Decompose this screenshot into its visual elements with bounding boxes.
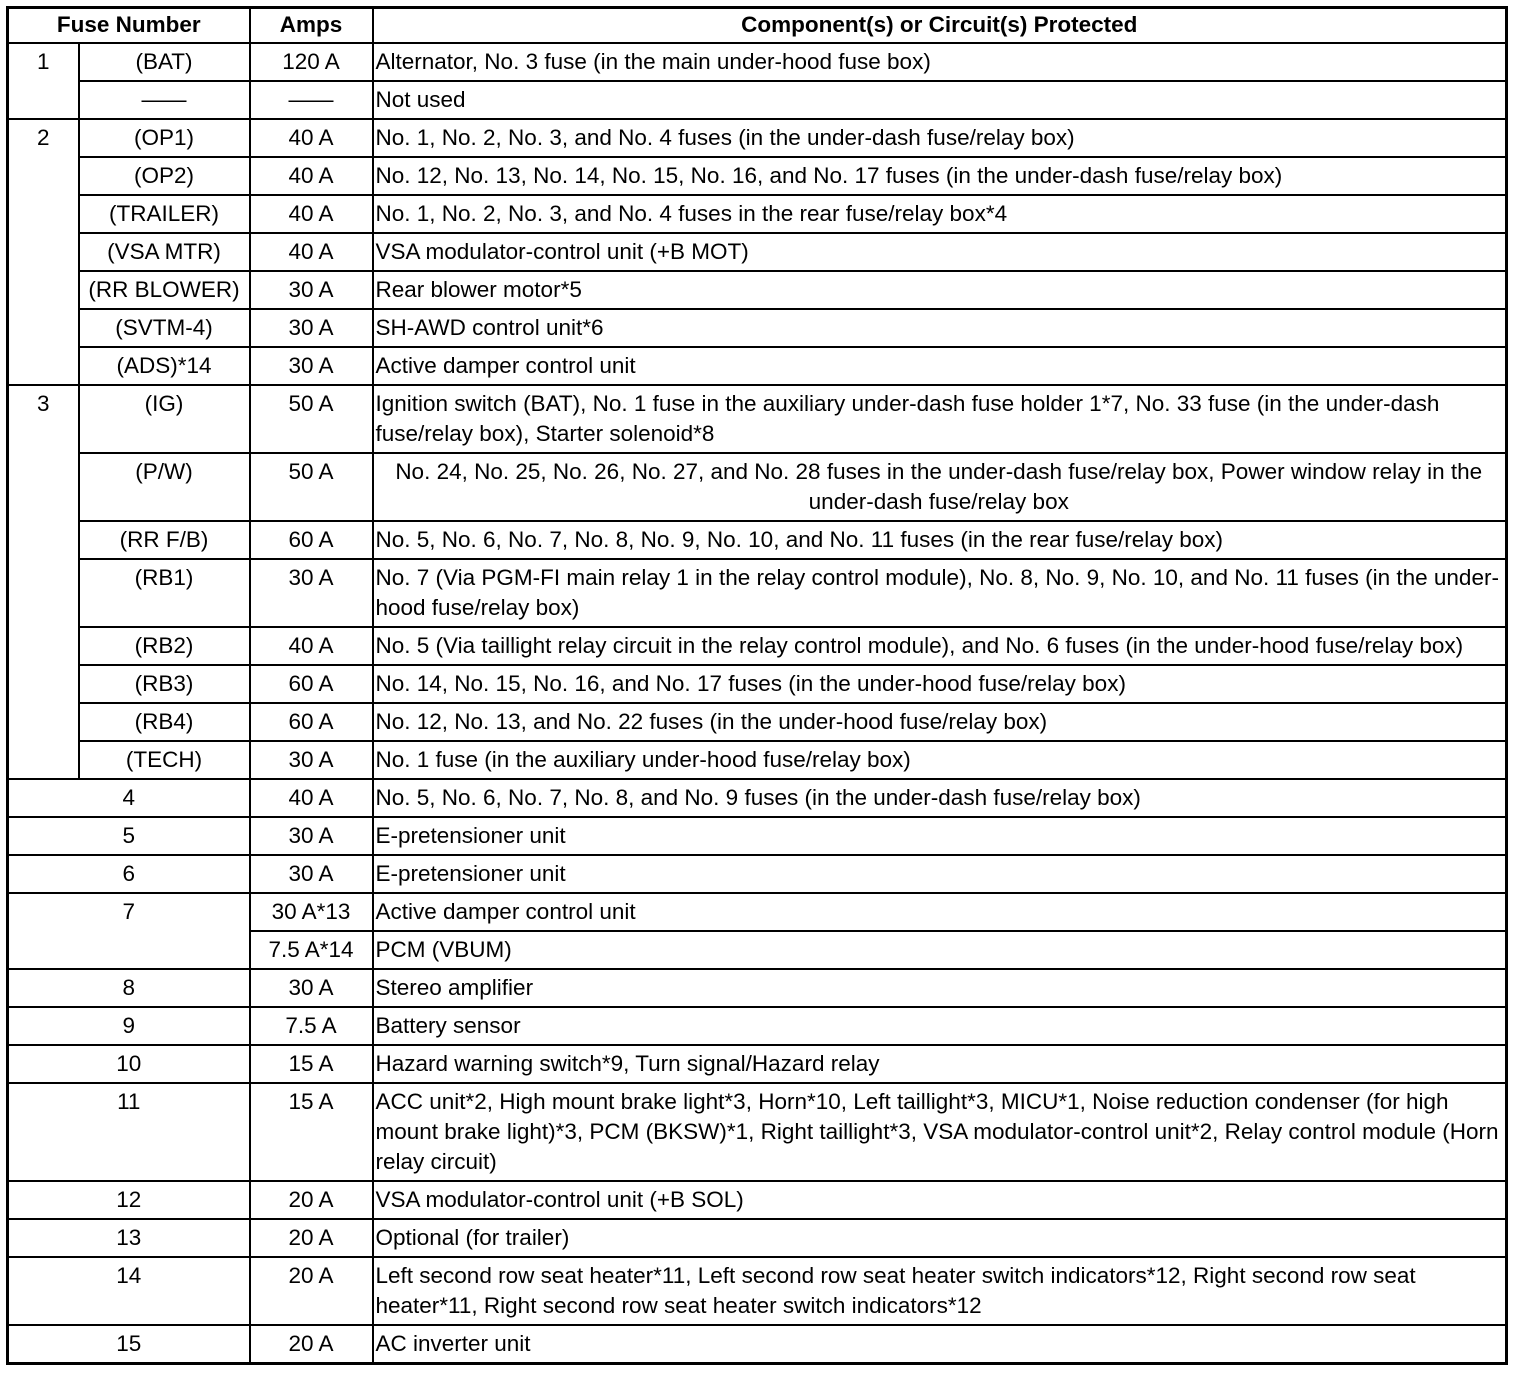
table-row	[8, 1083, 1507, 1181]
table-row	[8, 195, 1507, 233]
amps: 60 A	[250, 665, 373, 703]
sub-fuse: (TECH)	[79, 741, 250, 779]
amps: 20 A	[250, 1181, 373, 1219]
fuse-number: 10	[8, 1045, 250, 1083]
sub-fuse: (P/W)	[79, 453, 250, 521]
fuse-number: 2	[8, 119, 79, 385]
table-row	[8, 347, 1507, 385]
table-row	[8, 893, 1507, 931]
fuse-number: 12	[8, 1181, 250, 1219]
amps: 60 A	[250, 521, 373, 559]
table-row	[8, 559, 1507, 627]
amps: 50 A	[250, 453, 373, 521]
table-row	[8, 1257, 1507, 1325]
fuse-number: 7	[8, 893, 250, 969]
sub-fuse: (OP2)	[79, 157, 250, 195]
amps: 30 A	[250, 741, 373, 779]
components: No. 1 fuse (in the auxiliary under-hood fuse/relay box)	[373, 741, 1507, 779]
components: ACC unit*2, High mount brake light*3, Horn*10, Left taillight*3, MICU*1, Noise reduction condenser (for high mount brake light)*3, PCM (BKSW)*1, Right taillight*3, VSA modulator-control unit*2, Relay control module (Horn relay circuit)	[373, 1083, 1507, 1181]
components: Active damper control unit	[373, 347, 1507, 385]
table-row	[8, 1325, 1507, 1364]
table-row	[8, 779, 1507, 817]
fuse-number: 4	[8, 779, 250, 817]
components: No. 24, No. 25, No. 26, No. 27, and No. 28 fuses in the under-dash fuse/relay box, Power window relay in the under-dash fuse/relay box	[373, 453, 1507, 521]
amps: 30 A	[250, 559, 373, 627]
components: No. 5, No. 6, No. 7, No. 8, No. 9, No. 10, and No. 11 fuses (in the rear fuse/relay box)	[373, 521, 1507, 559]
amps: 30 A*13	[250, 893, 373, 931]
amps: 60 A	[250, 703, 373, 741]
amps: 20 A	[250, 1219, 373, 1257]
components: Stereo amplifier	[373, 969, 1507, 1007]
fuse-table	[6, 6, 1508, 1365]
components: VSA modulator-control unit (+B SOL)	[373, 1181, 1507, 1219]
components: Active damper control unit	[373, 893, 1507, 931]
table-row	[8, 703, 1507, 741]
table-row	[8, 1181, 1507, 1219]
table-row	[8, 453, 1507, 521]
fuse-number: 15	[8, 1325, 250, 1364]
table-row	[8, 627, 1507, 665]
components: Not used	[373, 81, 1507, 119]
sub-fuse: (SVTM-4)	[79, 309, 250, 347]
sub-fuse: (RB1)	[79, 559, 250, 627]
components: No. 5, No. 6, No. 7, No. 8, and No. 9 fuses (in the under-dash fuse/relay box)	[373, 779, 1507, 817]
amps: 30 A	[250, 347, 373, 385]
fuse-number: 13	[8, 1219, 250, 1257]
amps: 15 A	[250, 1045, 373, 1083]
table-row	[8, 81, 1507, 119]
sub-fuse: (BAT)	[79, 43, 250, 81]
table-row	[8, 969, 1507, 1007]
sub-fuse: (RR F/B)	[79, 521, 250, 559]
amps: 30 A	[250, 817, 373, 855]
header-fuse-number: Fuse Number	[8, 8, 250, 44]
table-row	[8, 665, 1507, 703]
amps: 40 A	[250, 195, 373, 233]
components: No. 1, No. 2, No. 3, and No. 4 fuses in the rear fuse/relay box*4	[373, 195, 1507, 233]
amps: ——	[250, 81, 373, 119]
header-components: Component(s) or Circuit(s) Protected	[373, 8, 1507, 44]
amps: 15 A	[250, 1083, 373, 1181]
components: Left second row seat heater*11, Left second row seat heater switch indicators*12, Right second row seat heater*11, Right second row seat heater switch indicators*12	[373, 1257, 1507, 1325]
table-row	[8, 521, 1507, 559]
fuse-number: 6	[8, 855, 250, 893]
amps: 30 A	[250, 309, 373, 347]
sub-fuse: (RB3)	[79, 665, 250, 703]
components: No. 5 (Via taillight relay circuit in the relay control module), and No. 6 fuses (in the under-hood fuse/relay box)	[373, 627, 1507, 665]
fuse-number: 5	[8, 817, 250, 855]
fuse-number: 14	[8, 1257, 250, 1325]
sub-fuse: ——	[79, 81, 250, 119]
table-row	[8, 855, 1507, 893]
table-row	[8, 119, 1507, 157]
sub-fuse: (RB2)	[79, 627, 250, 665]
amps: 120 A	[250, 43, 373, 81]
components: Hazard warning switch*9, Turn signal/Hazard relay	[373, 1045, 1507, 1083]
amps: 40 A	[250, 119, 373, 157]
components: SH-AWD control unit*6	[373, 309, 1507, 347]
components: AC inverter unit	[373, 1325, 1507, 1364]
components: No. 12, No. 13, No. 14, No. 15, No. 16, and No. 17 fuses (in the under-dash fuse/relay box)	[373, 157, 1507, 195]
sub-fuse: (ADS)*14	[79, 347, 250, 385]
table-row	[8, 233, 1507, 271]
table-row	[8, 817, 1507, 855]
sub-fuse: (RR BLOWER)	[79, 271, 250, 309]
components: No. 12, No. 13, and No. 22 fuses (in the under-hood fuse/relay box)	[373, 703, 1507, 741]
components: Ignition switch (BAT), No. 1 fuse in the auxiliary under-dash fuse holder 1*7, No. 33 fuse (in the under-dash fuse/relay box), Starter solenoid*8	[373, 385, 1507, 453]
table-row	[8, 741, 1507, 779]
amps: 40 A	[250, 627, 373, 665]
sub-fuse: (RB4)	[79, 703, 250, 741]
amps: 20 A	[250, 1257, 373, 1325]
components: E-pretensioner unit	[373, 817, 1507, 855]
fuse-number: 1	[8, 43, 79, 119]
components: Battery sensor	[373, 1007, 1507, 1045]
amps: 30 A	[250, 271, 373, 309]
table-row	[8, 1219, 1507, 1257]
components: Rear blower motor*5	[373, 271, 1507, 309]
table-row	[8, 43, 1507, 81]
components: No. 7 (Via PGM-FI main relay 1 in the relay control module), No. 8, No. 9, No. 10, and No. 11 fuses (in the under-hood fuse/relay box)	[373, 559, 1507, 627]
amps: 7.5 A*14	[250, 931, 373, 969]
table-row	[8, 309, 1507, 347]
amps: 20 A	[250, 1325, 373, 1364]
fuse-number: 8	[8, 969, 250, 1007]
amps: 30 A	[250, 855, 373, 893]
sub-fuse: (IG)	[79, 385, 250, 453]
components: Alternator, No. 3 fuse (in the main under-hood fuse box)	[373, 43, 1507, 81]
components: No. 1, No. 2, No. 3, and No. 4 fuses (in the under-dash fuse/relay box)	[373, 119, 1507, 157]
fuse-number: 11	[8, 1083, 250, 1181]
fuse-number: 3	[8, 385, 79, 779]
amps: 40 A	[250, 233, 373, 271]
amps: 30 A	[250, 969, 373, 1007]
table-header-row	[8, 8, 1507, 44]
table-row	[8, 157, 1507, 195]
components: Optional (for trailer)	[373, 1219, 1507, 1257]
table-row	[8, 1007, 1507, 1045]
header-amps: Amps	[250, 8, 373, 44]
components: E-pretensioner unit	[373, 855, 1507, 893]
sub-fuse: (TRAILER)	[79, 195, 250, 233]
table-row	[8, 271, 1507, 309]
table-row	[8, 385, 1507, 453]
components: VSA modulator-control unit (+B MOT)	[373, 233, 1507, 271]
amps: 40 A	[250, 157, 373, 195]
sub-fuse: (VSA MTR)	[79, 233, 250, 271]
table-row	[8, 1045, 1507, 1083]
fuse-number: 9	[8, 1007, 250, 1045]
components: PCM (VBUM)	[373, 931, 1507, 969]
sub-fuse: (OP1)	[79, 119, 250, 157]
amps: 7.5 A	[250, 1007, 373, 1045]
amps: 40 A	[250, 779, 373, 817]
components: No. 14, No. 15, No. 16, and No. 17 fuses (in the under-hood fuse/relay box)	[373, 665, 1507, 703]
amps: 50 A	[250, 385, 373, 453]
